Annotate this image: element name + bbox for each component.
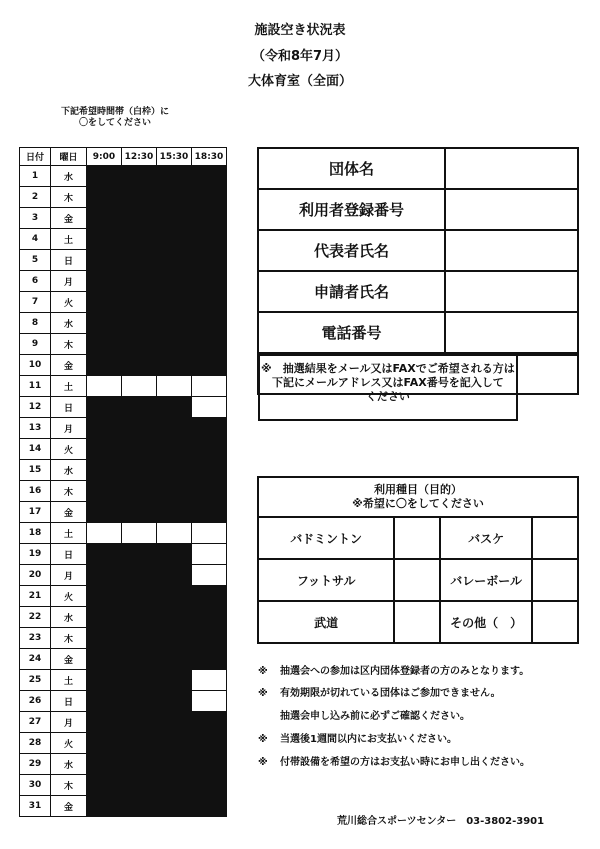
- schedule-row: [20, 565, 227, 586]
- weekday-cell: 水: [51, 460, 87, 481]
- unavailable-slot: [157, 250, 192, 271]
- schedule-row: [20, 271, 227, 292]
- date-cell: 20: [20, 565, 51, 586]
- note-2: [258, 684, 501, 699]
- unavailable-slot: [157, 586, 192, 607]
- available-slot[interactable]: [122, 523, 157, 544]
- unavailable-slot: [157, 271, 192, 292]
- unavailable-slot: [157, 796, 192, 817]
- note-3-text: 当選後1週間以内にお支払いください。: [280, 734, 457, 745]
- unavailable-slot: [87, 355, 122, 376]
- unavailable-slot: [122, 544, 157, 565]
- unavailable-slot: [87, 565, 122, 586]
- schedule-row: [20, 481, 227, 502]
- unavailable-slot: [87, 187, 122, 208]
- unavailable-slot: [122, 208, 157, 229]
- unavailable-slot: [87, 649, 122, 670]
- applicant-name-field[interactable]: [445, 271, 578, 312]
- schedule-row: [20, 166, 227, 187]
- weekday-cell: 金: [51, 208, 87, 229]
- schedule-row: [20, 292, 227, 313]
- weekday-cell: 水: [51, 607, 87, 628]
- available-slot[interactable]: [157, 523, 192, 544]
- unavailable-slot: [192, 313, 227, 334]
- unavailable-slot: [157, 712, 192, 733]
- purpose-volleyball-label: バレーボール: [440, 559, 532, 601]
- available-slot[interactable]: [192, 397, 227, 418]
- unavailable-slot: [87, 670, 122, 691]
- unavailable-slot: [157, 670, 192, 691]
- weekday-cell: 月: [51, 565, 87, 586]
- weekday-cell: 日: [51, 544, 87, 565]
- unavailable-slot: [157, 292, 192, 313]
- purpose-basketball-box[interactable]: [532, 517, 578, 559]
- schedule-row: [20, 691, 227, 712]
- unavailable-slot: [87, 775, 122, 796]
- unavailable-slot: [192, 334, 227, 355]
- unavailable-slot: [122, 292, 157, 313]
- col-time-header: 9:00: [87, 148, 122, 166]
- unavailable-slot: [192, 481, 227, 502]
- unavailable-slot: [122, 439, 157, 460]
- weekday-cell: 木: [51, 481, 87, 502]
- unavailable-slot: [192, 292, 227, 313]
- unavailable-slot: [87, 208, 122, 229]
- unavailable-slot: [122, 754, 157, 775]
- col-date-header: 日付: [20, 148, 51, 166]
- schedule-row: [20, 355, 227, 376]
- unavailable-slot: [157, 502, 192, 523]
- unavailable-slot: [192, 208, 227, 229]
- contact-note-line3: ください: [365, 390, 410, 403]
- date-cell: 25: [20, 670, 51, 691]
- unavailable-slot: [122, 271, 157, 292]
- note-1: [258, 662, 529, 677]
- date-cell: 29: [20, 754, 51, 775]
- note-mark: ※: [258, 666, 268, 677]
- unavailable-slot: [157, 313, 192, 334]
- date-cell: 1: [20, 166, 51, 187]
- unavailable-slot: [192, 229, 227, 250]
- date-cell: 5: [20, 250, 51, 271]
- purpose-other-label: その他（ ）: [440, 601, 532, 643]
- available-slot[interactable]: [157, 376, 192, 397]
- unavailable-slot: [157, 334, 192, 355]
- unavailable-slot: [192, 796, 227, 817]
- unavailable-slot: [192, 775, 227, 796]
- unavailable-slot: [122, 502, 157, 523]
- unavailable-slot: [157, 649, 192, 670]
- schedule-row: [20, 733, 227, 754]
- schedule-row: [20, 544, 227, 565]
- purpose-title: 利用種目（目的）: [374, 483, 462, 496]
- purpose-futsal-label: フットサル: [258, 559, 394, 601]
- date-cell: 2: [20, 187, 51, 208]
- note-4-text: 付帯設備を希望の方はお支払い時にお申し出ください。: [280, 757, 530, 768]
- unavailable-slot: [157, 229, 192, 250]
- unavailable-slot: [157, 607, 192, 628]
- unavailable-slot: [122, 628, 157, 649]
- schedule-row: [20, 586, 227, 607]
- group-name-field[interactable]: [445, 148, 578, 189]
- unavailable-slot: [122, 796, 157, 817]
- unavailable-slot: [192, 166, 227, 187]
- unavailable-slot: [157, 481, 192, 502]
- unavailable-slot: [192, 586, 227, 607]
- date-cell: 15: [20, 460, 51, 481]
- unavailable-slot: [192, 460, 227, 481]
- date-cell: 18: [20, 523, 51, 544]
- unavailable-slot: [122, 775, 157, 796]
- group-name-label: 団体名: [258, 148, 445, 189]
- note-3: [258, 730, 457, 745]
- schedule-row: [20, 250, 227, 271]
- schedule-row: [20, 187, 227, 208]
- note-2-text: 有効期限が切れている団体はご参加できません。: [280, 688, 501, 699]
- unavailable-slot: [87, 502, 122, 523]
- unavailable-slot: [122, 565, 157, 586]
- instruction-line2: 〇をしてください: [78, 118, 151, 128]
- phone-label: 電話番号: [258, 312, 445, 353]
- phone-field[interactable]: [445, 312, 578, 353]
- user-reg-no-field[interactable]: [445, 189, 578, 230]
- schedule-row: [20, 313, 227, 334]
- unavailable-slot: [87, 754, 122, 775]
- purpose-header: [258, 477, 578, 517]
- unavailable-slot: [122, 187, 157, 208]
- weekday-cell: 木: [51, 334, 87, 355]
- unavailable-slot: [192, 502, 227, 523]
- unavailable-slot: [192, 754, 227, 775]
- note-4: [258, 753, 530, 768]
- unavailable-slot: [87, 166, 122, 187]
- unavailable-slot: [192, 628, 227, 649]
- unavailable-slot: [87, 397, 122, 418]
- weekday-cell: 日: [51, 397, 87, 418]
- unavailable-slot: [87, 628, 122, 649]
- contact-note: [258, 354, 518, 421]
- unavailable-slot: [157, 208, 192, 229]
- note-mark: ※: [258, 734, 268, 745]
- date-cell: 13: [20, 418, 51, 439]
- schedule-row: [20, 229, 227, 250]
- contact-note-line2: 下記にメールアドレス又はFAX番号を記入して: [272, 376, 504, 389]
- available-slot[interactable]: [122, 376, 157, 397]
- page-subtitle-facility: 大体育室（全面）: [247, 74, 352, 89]
- unavailable-slot: [192, 733, 227, 754]
- schedule-row: [20, 754, 227, 775]
- unavailable-slot: [157, 166, 192, 187]
- weekday-cell: 日: [51, 250, 87, 271]
- available-slot[interactable]: [192, 670, 227, 691]
- unavailable-slot: [157, 355, 192, 376]
- schedule-row: [20, 796, 227, 817]
- purpose-volleyball-box[interactable]: [532, 559, 578, 601]
- date-cell: 28: [20, 733, 51, 754]
- schedule-row: [20, 334, 227, 355]
- date-cell: 10: [20, 355, 51, 376]
- schedule-row: [20, 208, 227, 229]
- date-cell: 14: [20, 439, 51, 460]
- date-cell: 22: [20, 607, 51, 628]
- weekday-cell: 月: [51, 418, 87, 439]
- unavailable-slot: [192, 355, 227, 376]
- note-2b-text: 抽選会申し込み前に必ずご確認ください。: [280, 711, 470, 722]
- schedule-row: [20, 628, 227, 649]
- purpose-budo-label: 武道: [258, 601, 394, 643]
- weekday-cell: 金: [51, 355, 87, 376]
- unavailable-slot: [122, 712, 157, 733]
- unavailable-slot: [87, 586, 122, 607]
- unavailable-slot: [122, 481, 157, 502]
- col-weekday-header: 曜日: [51, 148, 87, 166]
- unavailable-slot: [122, 418, 157, 439]
- date-cell: 4: [20, 229, 51, 250]
- unavailable-slot: [192, 439, 227, 460]
- available-slot[interactable]: [87, 523, 122, 544]
- available-slot[interactable]: [192, 691, 227, 712]
- available-slot[interactable]: [192, 565, 227, 586]
- purpose-badminton-box[interactable]: [394, 517, 440, 559]
- rep-name-field[interactable]: [445, 230, 578, 271]
- note-mark: ※: [258, 757, 268, 768]
- weekday-cell: 金: [51, 649, 87, 670]
- date-cell: 26: [20, 691, 51, 712]
- page-subtitle-period: （令和8年7月）: [251, 49, 349, 64]
- unavailable-slot: [157, 691, 192, 712]
- schedule-row: [20, 397, 227, 418]
- availability-table: [19, 147, 227, 817]
- weekday-cell: 土: [51, 670, 87, 691]
- schedule-row: [20, 502, 227, 523]
- unavailable-slot: [122, 607, 157, 628]
- date-cell: 21: [20, 586, 51, 607]
- unavailable-slot: [122, 460, 157, 481]
- unavailable-slot: [157, 544, 192, 565]
- date-cell: 3: [20, 208, 51, 229]
- schedule-row: [20, 523, 227, 544]
- weekday-cell: 水: [51, 313, 87, 334]
- unavailable-slot: [87, 313, 122, 334]
- purpose-other-box[interactable]: [532, 601, 578, 643]
- unavailable-slot: [87, 418, 122, 439]
- col-time-header: 18:30: [192, 148, 227, 166]
- schedule-row: [20, 649, 227, 670]
- weekday-cell: 水: [51, 166, 87, 187]
- unavailable-slot: [157, 565, 192, 586]
- unavailable-slot: [192, 712, 227, 733]
- available-slot[interactable]: [87, 376, 122, 397]
- unavailable-slot: [122, 586, 157, 607]
- weekday-cell: 月: [51, 712, 87, 733]
- weekday-cell: 木: [51, 187, 87, 208]
- unavailable-slot: [122, 733, 157, 754]
- weekday-cell: 木: [51, 628, 87, 649]
- schedule-row: [20, 607, 227, 628]
- available-slot[interactable]: [192, 544, 227, 565]
- unavailable-slot: [157, 733, 192, 754]
- weekday-cell: 火: [51, 733, 87, 754]
- date-cell: 23: [20, 628, 51, 649]
- unavailable-slot: [87, 796, 122, 817]
- unavailable-slot: [192, 271, 227, 292]
- unavailable-slot: [122, 313, 157, 334]
- unavailable-slot: [87, 481, 122, 502]
- weekday-cell: 火: [51, 292, 87, 313]
- weekday-cell: 火: [51, 586, 87, 607]
- schedule-row: [20, 775, 227, 796]
- unavailable-slot: [122, 670, 157, 691]
- unavailable-slot: [192, 607, 227, 628]
- unavailable-slot: [192, 187, 227, 208]
- unavailable-slot: [157, 187, 192, 208]
- date-cell: 31: [20, 796, 51, 817]
- schedule-row: [20, 439, 227, 460]
- unavailable-slot: [122, 649, 157, 670]
- unavailable-slot: [87, 229, 122, 250]
- date-cell: 11: [20, 376, 51, 397]
- date-cell: 7: [20, 292, 51, 313]
- date-cell: 27: [20, 712, 51, 733]
- unavailable-slot: [157, 460, 192, 481]
- note-1-text: 抽選会への参加は区内団体登録者の方のみとなります。: [280, 666, 530, 677]
- date-cell: 12: [20, 397, 51, 418]
- schedule-row: [20, 418, 227, 439]
- weekday-cell: 土: [51, 523, 87, 544]
- purpose-budo-box[interactable]: [394, 601, 440, 643]
- unavailable-slot: [157, 775, 192, 796]
- purpose-subtitle: ※希望に〇をしてください: [352, 497, 484, 510]
- date-cell: 8: [20, 313, 51, 334]
- unavailable-slot: [122, 397, 157, 418]
- weekday-cell: 水: [51, 754, 87, 775]
- unavailable-slot: [157, 439, 192, 460]
- date-cell: 19: [20, 544, 51, 565]
- unavailable-slot: [122, 691, 157, 712]
- unavailable-slot: [122, 229, 157, 250]
- unavailable-slot: [157, 628, 192, 649]
- unavailable-slot: [157, 418, 192, 439]
- unavailable-slot: [122, 334, 157, 355]
- note-mark: ※: [258, 688, 268, 699]
- schedule-row: [20, 670, 227, 691]
- weekday-cell: 土: [51, 229, 87, 250]
- unavailable-slot: [122, 355, 157, 376]
- col-time-header: 12:30: [122, 148, 157, 166]
- unavailable-slot: [87, 271, 122, 292]
- footer-contact: 荒川総合スポーツセンター 03-3802-3901: [337, 816, 545, 827]
- page-title: 施設空き状況表: [254, 23, 346, 38]
- applicant-info-table: [257, 147, 579, 403]
- date-cell: 24: [20, 649, 51, 670]
- weekday-cell: 月: [51, 271, 87, 292]
- note-2-continued: [258, 707, 470, 722]
- date-cell: 6: [20, 271, 51, 292]
- available-slot[interactable]: [192, 376, 227, 397]
- unavailable-slot: [87, 691, 122, 712]
- purpose-basketball-label: バスケ: [440, 517, 532, 559]
- weekday-cell: 土: [51, 376, 87, 397]
- unavailable-slot: [192, 649, 227, 670]
- unavailable-slot: [87, 460, 122, 481]
- weekday-cell: 木: [51, 775, 87, 796]
- unavailable-slot: [122, 166, 157, 187]
- purpose-table: [257, 476, 579, 644]
- schedule-row: [20, 376, 227, 397]
- unavailable-slot: [87, 607, 122, 628]
- contact-note-line1: ※ 抽選結果をメール又はFAXでご希望される方は: [261, 362, 515, 375]
- weekday-cell: 金: [51, 502, 87, 523]
- purpose-badminton-label: バドミントン: [258, 517, 394, 559]
- date-cell: 17: [20, 502, 51, 523]
- schedule-row: [20, 460, 227, 481]
- unavailable-slot: [192, 418, 227, 439]
- col-time-header: 15:30: [157, 148, 192, 166]
- weekday-cell: 日: [51, 691, 87, 712]
- unavailable-slot: [87, 544, 122, 565]
- rep-name-label: 代表者氏名: [258, 230, 445, 271]
- date-cell: 30: [20, 775, 51, 796]
- date-cell: 16: [20, 481, 51, 502]
- unavailable-slot: [87, 712, 122, 733]
- unavailable-slot: [192, 250, 227, 271]
- instruction-line1: 下記希望時間帯（白枠）に: [60, 107, 169, 117]
- schedule-row: [20, 712, 227, 733]
- unavailable-slot: [87, 733, 122, 754]
- applicant-name-label: 申請者氏名: [258, 271, 445, 312]
- availability-header-row: [20, 148, 227, 166]
- unavailable-slot: [87, 334, 122, 355]
- weekday-cell: 金: [51, 796, 87, 817]
- unavailable-slot: [122, 250, 157, 271]
- user-reg-no-label: 利用者登録番号: [258, 189, 445, 230]
- unavailable-slot: [157, 397, 192, 418]
- purpose-futsal-box[interactable]: [394, 559, 440, 601]
- unavailable-slot: [157, 754, 192, 775]
- date-cell: 9: [20, 334, 51, 355]
- unavailable-slot: [87, 439, 122, 460]
- unavailable-slot: [87, 250, 122, 271]
- weekday-cell: 火: [51, 439, 87, 460]
- unavailable-slot: [87, 292, 122, 313]
- available-slot[interactable]: [192, 523, 227, 544]
